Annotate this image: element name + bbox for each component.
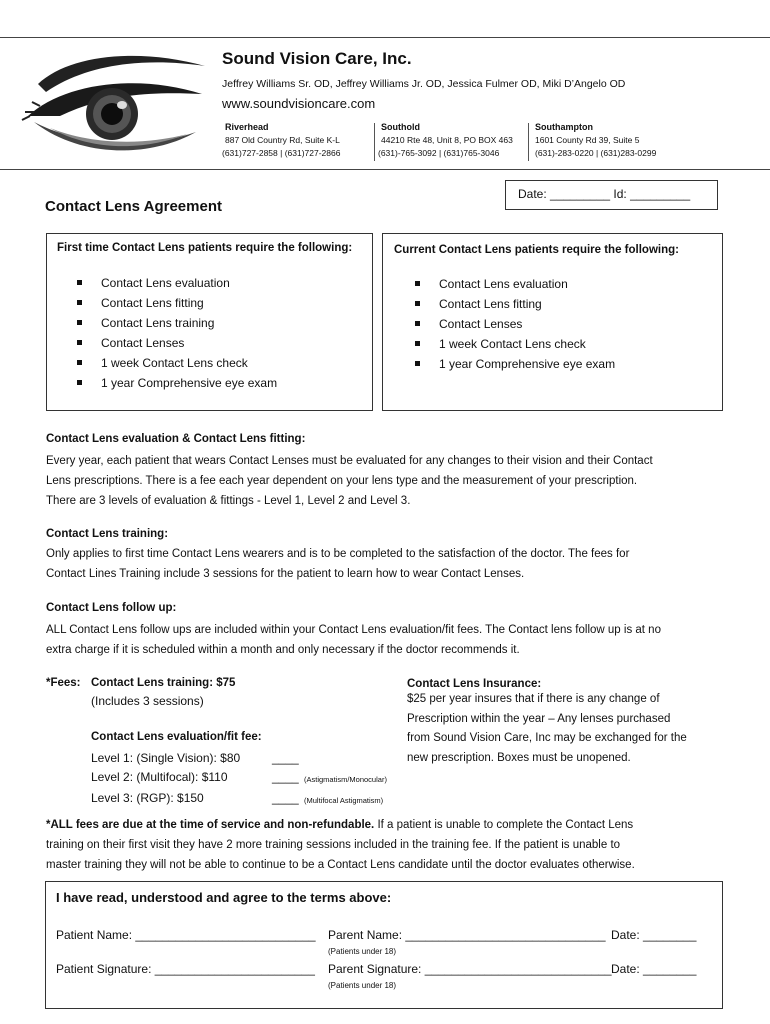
patient-name-field[interactable]: Patient Name: ___________________________ [56,928,316,942]
date-id-field[interactable]: Date: _________ Id: _________ [518,187,691,201]
fee-level-2: Level 2: (Multifocal): $110 [91,770,228,784]
followup-text [46,620,661,660]
list-item: 1 year Comprehensive eye exam [415,354,615,374]
fee-level-3: Level 3: (RGP): $150 [91,791,204,805]
top-rule [0,37,770,38]
first-time-box [46,233,373,411]
location-name: Southold [381,122,420,132]
insurance-heading: Contact Lens Insurance: [407,678,542,690]
text-line: There are 3 levels of evaluation & fittings - Level 1, Level 2 and Level 3. [46,495,411,507]
header-rule [0,169,770,170]
location-address: 1601 County Rd 39, Suite 5 [535,135,640,145]
eval-heading: Contact Lens evaluation & Contact Lens fitting: [46,433,306,445]
doctor-list: Jeffrey Williams Sr. OD, Jeffrey Williams Jr. OD, Jessica Fulmer OD, Miki D’Angelo OD [222,78,626,90]
list-item: 1 year Comprehensive eye exam [77,373,277,393]
text-line: ALL Contact Lens follow ups are included within your Contact Lens evaluation/fit fees. The Contact lens follow up is at no [46,624,661,636]
location-riverhead [222,121,341,160]
website-link[interactable]: www.soundvisioncare.com [222,96,376,111]
text-line: Every year, each patient that wears Contact Lenses must be evaluated for any changes to their vision and their Contact [46,455,653,467]
date-id-box[interactable] [505,180,718,210]
training-text [46,544,629,584]
text-line: training on their first visit they have 2 more training sessions included in the training fee. If the patient is unable to [46,839,621,851]
current-box [382,233,723,411]
text-line: Prescription within the year – Any lenses purchased [407,712,671,725]
list-item: Contact Lens evaluation [77,273,277,293]
list-item: Contact Lenses [77,333,277,353]
followup-heading: Contact Lens follow up: [46,602,177,614]
first-time-heading: First time Contact Lens patients require the following: [57,242,353,254]
fee-level-2-note: (Astigmatism/Monocular) [304,775,387,784]
patient-signature-field[interactable]: Patient Signature: ________________________ [56,962,315,976]
location-phone: (631)-765-3092 | (631)765-3046 [378,148,500,158]
list-item: Contact Lens fitting [415,294,615,314]
location-divider [528,123,529,161]
first-time-list [77,273,277,393]
list-item: Contact Lenses [415,314,615,334]
text-line: Only applies to first time Contact Lens wearers and is to be completed to the satisfaction of the doctor. The fees for [46,548,630,560]
fee-level-3-blank[interactable]: ____ [272,791,299,805]
text-line: Lens prescriptions. There is a fee each year dependent on your lens type and the measurement of your prescription. [46,475,638,487]
location-southold [378,121,513,160]
current-list [415,274,615,374]
location-southampton [535,121,656,160]
notice-rest: If a patient is unable to complete the Contact Lens [374,819,634,831]
location-phone: (631)727-2858 | (631)727-2866 [222,148,341,158]
fit-fee-heading: Contact Lens evaluation/fit fee: [91,731,262,743]
fee-notice [46,815,635,875]
location-address: 44210 Rte 48, Unit 8, PO BOX 463 [381,135,513,145]
eye-logo [20,46,210,161]
page-title: Contact Lens Agreement [45,198,222,215]
insurance-text [407,690,687,768]
location-address: 887 Old Country Rd, Suite K-L [225,135,340,145]
text-line: Contact Lines Training include 3 sessions for the patient to learn how to wear Contact Lenses. [46,568,525,580]
list-item: Contact Lens training [77,313,277,333]
training-fee-note: (Includes 3 sessions) [91,694,204,708]
current-heading: Current Contact Lens patients require the following: [394,244,679,256]
location-name: Southampton [535,122,593,132]
fee-level-2-blank[interactable]: ____ [272,770,299,784]
agreement-heading: I have read, understood and agree to the terms above: [56,890,392,905]
text-line: extra charge if it is scheduled within a month and only necessary if the doctor recommends it. [46,644,520,656]
eval-text [46,451,653,511]
location-divider [374,123,375,161]
text-line: new prescription. Boxes must be unopened. [407,751,631,764]
parent-signature-field[interactable]: Parent Signature: ____________________________ [328,962,612,976]
patients-under-18-note: (Patients under 18) [328,947,397,956]
list-item: Contact Lens evaluation [415,274,615,294]
company-name: Sound Vision Care, Inc. [222,49,412,68]
notice-bold: *ALL fees are due at the time of service and non-refundable. [46,819,375,831]
fees-label: *Fees: [46,677,81,689]
text-line: from Sound Vision Care, Inc may be exchanged for the [407,732,687,744]
training-fee: Contact Lens training: $75 [91,677,236,689]
agreement-box [45,881,723,1009]
fee-level-3-note: (Multifocal Astigmatism) [304,796,384,805]
list-item: 1 week Contact Lens check [77,353,277,373]
list-item: Contact Lens fitting [77,293,277,313]
parent-name-field[interactable]: Parent Name: ______________________________ [328,928,606,942]
text-line: master training they will not be able to continue to be a Contact Lens candidate until the doctor evaluates otherwise. [46,859,635,871]
fee-level-1-blank[interactable]: ____ [272,751,299,765]
location-name: Riverhead [225,122,269,132]
list-item: 1 week Contact Lens check [415,334,615,354]
training-heading: Contact Lens training: [46,528,169,540]
patients-under-18-note: (Patients under 18) [328,981,397,990]
text-line: $25 per year insures that if there is any change of [407,693,660,705]
date-field-1[interactable]: Date: ________ [611,928,697,942]
date-field-2[interactable]: Date: ________ [611,962,697,976]
location-phone: (631)-283-0220 | (631)283-0299 [535,148,657,158]
fee-level-1: Level 1: (Single Vision): $80 [91,751,241,765]
text-line [46,815,635,835]
